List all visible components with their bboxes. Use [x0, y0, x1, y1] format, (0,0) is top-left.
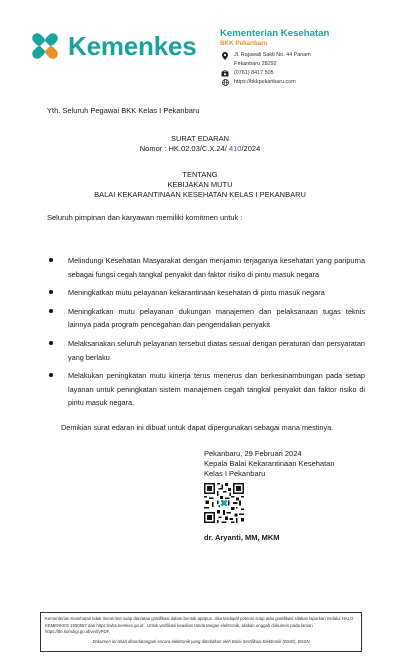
footer-text-2: Dokumen ini telah ditandatangani secara elektronik yang diterbitkan oleh Balai Sertifikasi Elektronik (BSrE), BSSN: [92, 638, 310, 644]
globe-icon: [220, 78, 230, 86]
signer-title-2: Kelas I Pekanbaru: [204, 469, 266, 478]
commitment-list: [47, 254, 365, 415]
website-link[interactable]: https://bkkpekanbaru.com: [234, 79, 296, 85]
place-date: Pekanbaru, 29 Februari 2024: [204, 449, 302, 458]
subject-line-1: KEBIJAKAN MUTU: [167, 180, 233, 189]
subject-line-2: BALAI KEKARANTINAAN KESEHATAN KELAS I PEKANBARU: [94, 190, 306, 199]
signer-title-1: Kepala Balai Kekarantinaan Kesehatan: [204, 459, 335, 468]
org-name: Kementerian Kesehatan: [220, 28, 330, 39]
closing-text: Demikian surat edaran ini dibuat untuk dapat dipergunakan sebagai mana mestinya.: [61, 423, 334, 432]
list-item: Meningkatkan mutu pelayanan dukungan manajemen dan pelaksanaan tugas teknis lainnya pada program pencegahan dan pengendalian penyakit: [47, 305, 365, 332]
signer-name: dr. Aryanti, MM, MKM: [204, 533, 280, 542]
subject-label: TENTANG: [182, 170, 218, 179]
list-item: Melaksanakan seluruh pelayanan tersebut diatas sesuai dengan peraturan dan persyaratan yang berlaku: [47, 337, 365, 364]
intro-text: Seluruh pimpinan dan karyawan memiliki komitmen untuk :: [47, 213, 243, 222]
phone-icon: [220, 69, 230, 77]
letter-type: SURAT EDARAN: [170, 134, 230, 143]
qr-code-icon: [204, 483, 244, 523]
footer-disclaimer: [40, 612, 362, 652]
org-info: [220, 28, 395, 87]
address-line-2: Pekanbaru 28292: [234, 61, 277, 67]
brand-name: Kemenkes: [68, 30, 197, 61]
location-pin-icon: [220, 51, 230, 60]
kemenkes-logo: [27, 28, 196, 64]
website-row: [220, 78, 395, 87]
kemenkes-logo-icon: [27, 28, 63, 64]
address-row: [220, 51, 395, 69]
letter-number-highlight: 410: [228, 144, 242, 153]
org-unit: BKK Pekanbaru: [220, 40, 268, 47]
recipient: Yth. Seluruh Pegawai BKK Kelas I Pekanbaru: [47, 106, 200, 115]
phone-number: (0761) 8417 505: [234, 70, 274, 76]
phone-row: [220, 69, 395, 78]
address-line-1: Jl. Rajawali Sakti No. 44 Panam: [234, 52, 311, 58]
list-item: Melakukan peningkatan mutu kinerja terus menerus dan berkesinambungan pada setiap layanan untuk peningkatan sistem manajemen cegah tangkal penyakit dan faktor risiko di pintu masuk negara.: [47, 369, 365, 410]
list-item: Meningkatkan mutu pelayanan kekarantinaan kesehatan di pintu masuk negara: [47, 286, 365, 300]
letter-number: Nomor : HK.02.03/C.X.24/ 410/2024: [139, 144, 261, 153]
footer-text-1: Kementerian Kesehatan tidak menerima suap dan/atau gratifikasi dalam bentuk apapun. Jika terdapat potensi suap atau gratifikasi silakan laporkan melalui HALO KEMENKES 1500567 dan https://wbs.kemkes.go.id . Untuk verifikasi keaslian tanda tangan elektronik, silakan unggah dokumen pada laman https://tte.komdigi.go.id/verifyPDF.: [45, 616, 354, 635]
list-item: Melindungi Kesehatan Masyarakat dengan menjamin terjaganya kesehatan yang paripurna sebagai fungsi cegah tangkal penyakit dan faktor risiko di pintu masuk negara: [47, 254, 365, 281]
